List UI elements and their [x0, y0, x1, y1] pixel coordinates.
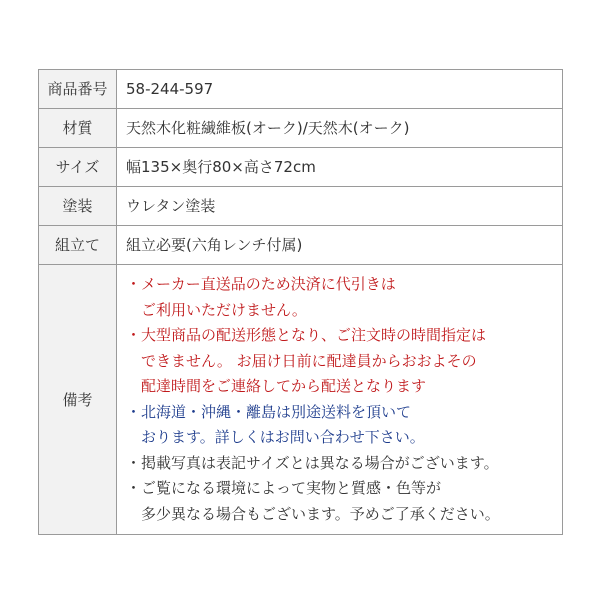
value-product-number: 58-244-597: [117, 70, 563, 109]
value-material: 天然木化粧繊維板(オーク)/天然木(オーク): [117, 109, 563, 148]
note-line: ご利用いただけません。: [141, 300, 307, 319]
label-size: サイズ: [39, 148, 117, 187]
label-finish: 塗装: [39, 187, 117, 226]
note-extra-shipping: [126, 400, 562, 451]
note-line: ・北海道・沖縄・離島は別途送料を頂いて: [126, 402, 412, 421]
spec-row-finish: [39, 187, 563, 226]
label-assembly: 組立て: [39, 226, 117, 265]
spec-row-material: [39, 109, 563, 148]
note-line: ・ご覧になる環境によって実物と質感・色等が: [126, 479, 442, 497]
note-delivery-time: [126, 323, 562, 400]
spec-row-assembly: [39, 226, 563, 265]
label-product-number: 商品番号: [39, 70, 117, 109]
note-line: 多少異なる場合もございます。予めご了承ください。: [141, 504, 500, 523]
label-material: 材質: [39, 109, 117, 148]
note-line: ・掲載写真は表記サイズとは異なる場合がございます。: [126, 453, 499, 472]
note-line: 配達時間をご連絡してから配送となります: [141, 377, 427, 395]
spec-row-notes: [39, 265, 563, 535]
notes-list: [117, 265, 563, 535]
note-photo-size: [126, 451, 562, 477]
note-line: できません。 お届け日前に配達員からおおよその: [141, 351, 477, 370]
label-notes: 備考: [39, 265, 117, 535]
value-assembly: 組立必要(六角レンチ付属): [117, 226, 563, 265]
note-line: ・大型商品の配送形態となり、ご注文時の時間指定は: [126, 326, 487, 344]
note-line: おります。詳しくはお問い合わせ下さい。: [141, 428, 425, 446]
note-cod-unavailable: [126, 272, 562, 323]
product-spec-table: [38, 69, 563, 535]
spec-row-product-number: [39, 70, 563, 109]
value-finish: ウレタン塗装: [117, 187, 563, 226]
value-size: 幅135×奥行80×高さ72cm: [117, 148, 563, 187]
note-color-difference: [126, 476, 562, 527]
spec-row-size: [39, 148, 563, 187]
note-line: ・メーカー直送品のため決済に代引きは: [126, 275, 396, 293]
